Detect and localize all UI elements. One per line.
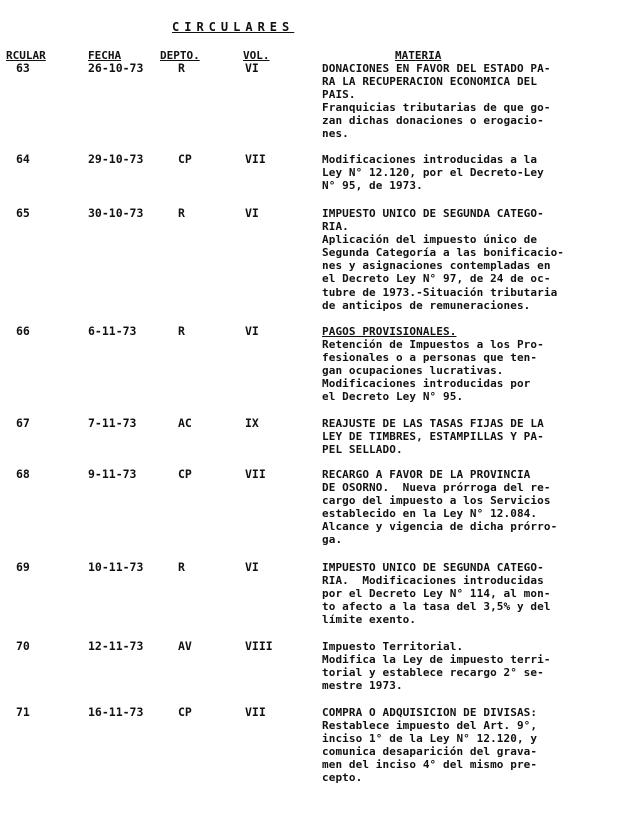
circular-department: AC [178,416,192,430]
subject-line: Modifica la Ley de impuesto terri- [322,653,551,667]
subject-line: Aplicación del impuesto único de [322,233,538,247]
circular-volume: VI [245,324,259,338]
circular-subject [322,207,564,312]
circular-date: 29-10-73 [88,152,144,166]
subject-line: RIA. [322,220,349,234]
circular-number: 69 [16,560,30,574]
header-numero: RCULAR [6,49,46,62]
subject-line: establecido en la Ley N° 12.084. [322,507,538,521]
circular-department: CP [178,152,192,166]
circular-department: R [178,324,185,338]
subject-line: IMPUESTO UNICO DE SEGUNDA CATEGO- [322,207,544,220]
subject-line: zan dichas donaciones o erogacio- [322,114,544,128]
circular-volume: VII [245,152,266,166]
subject-line: Alcance y vigencia de dicha prórro- [322,520,558,534]
subject-line: Restablece impuesto del Art. 9°, [322,719,538,733]
subject-line: PEL SELLADO. [322,443,403,457]
subject-line: el Decreto Ley N° 95. [322,390,464,404]
subject-line: tubre de 1973.-Situación tributaria [322,285,558,299]
circular-volume: VI [245,206,259,220]
circular-subject [322,706,537,785]
subject-line: nes y asignaciones contempladas en [322,259,551,273]
header-materia: MATERIA [395,49,442,62]
circular-number: 64 [16,152,30,166]
circular-department: R [178,206,185,220]
subject-line: DE OSORNO. Nueva prórroga del re- [322,481,551,495]
circular-number: 70 [16,639,30,653]
circular-department: R [178,61,185,75]
subject-line: Segunda Categoría a las bonificacio- [322,246,565,260]
subject-line: fesionales o a personas que ten- [322,351,538,365]
circular-volume: VIII [245,639,273,653]
circular-number: 68 [16,467,30,481]
subject-line: PAIS. [322,88,356,102]
circular-subject [322,561,551,626]
circular-date: 10-11-73 [88,560,144,574]
circular-department: CP [178,467,192,481]
page-title: CIRCULARES [172,20,295,34]
subject-line: Modificaciones introducidas por [322,377,531,391]
circular-department: R [178,560,185,574]
subject-line: el Decreto Ley N° 97, de 24 de oc- [322,272,551,286]
subject-line: DONACIONES EN FAVOR DEL ESTADO PA- [322,62,551,75]
circular-subject [322,640,551,692]
subject-line: de anticipos de remuneraciones. [322,298,531,312]
circular-date: 6-11-73 [88,324,137,338]
circular-number: 67 [16,416,30,430]
subject-line: COMPRA O ADQUISICION DE DIVISAS: [322,706,538,719]
subject-line: IMPUESTO UNICO DE SEGUNDA CATEGO- [322,561,544,574]
subject-line: RA LA RECUPERACION ECONOMICA DEL [322,75,538,89]
subject-line: RIA. Modificaciones introducidas [322,574,544,588]
subject-line: LEY DE TIMBRES, ESTAMPILLAS Y PA- [322,430,544,444]
circular-number: 65 [16,206,30,220]
subject-line: Ley N° 12.120, por el Decreto-Ley [322,166,544,180]
subject-line: PAGOS PROVISIONALES. [322,325,457,338]
subject-line: por el Decreto Ley N° 114, al mon- [322,587,551,601]
circular-volume: VI [245,560,259,574]
circular-subject [322,468,557,547]
subject-line: Modificaciones introducidas a la [322,153,538,166]
header-vol: VOL. [243,49,270,62]
circular-department: AV [178,639,192,653]
subject-line: mestre 1973. [322,679,403,693]
subject-line: ga. [322,533,343,547]
circular-date: 26-10-73 [88,61,144,75]
circular-date: 7-11-73 [88,416,137,430]
header-fecha: FECHA [88,49,122,62]
circular-volume: VI [245,61,259,75]
subject-line: cargo del impuesto a los Servicios [322,494,551,508]
subject-line: Franquicias tributarias de que go- [322,101,551,115]
circular-subject [322,417,544,456]
subject-line: N° 95, de 1973. [322,179,423,193]
circular-volume: IX [245,416,259,430]
subject-line: límite exento. [322,613,417,627]
subject-line: gan ocupaciones lucrativas. [322,364,504,378]
subject-line: men del inciso 4° del mismo pre- [322,758,538,772]
circular-volume: VII [245,467,266,481]
circular-number: 66 [16,324,30,338]
subject-line: to afecto a la tasa del 3,5% y del [322,600,551,614]
circular-department: CP [178,705,192,719]
circular-subject [322,62,551,141]
subject-line: RECARGO A FAVOR DE LA PROVINCIA [322,468,531,481]
circular-volume: VII [245,705,266,719]
subject-line: comunica desaparición del grava- [322,745,538,759]
circular-date: 30-10-73 [88,206,144,220]
circular-date: 16-11-73 [88,705,144,719]
circular-date: 9-11-73 [88,467,137,481]
subject-line: inciso 1° de la Ley N° 12.120, y [322,732,538,746]
subject-line: nes. [322,127,349,141]
subject-line: Retención de Impuestos a los Pro- [322,338,544,352]
circular-number: 63 [16,61,30,75]
header-depto: DEPTO. [160,49,200,62]
circular-number: 71 [16,705,30,719]
circular-subject [322,325,544,404]
subject-line: torial y establece recargo 2° se- [322,666,544,680]
circular-subject [322,153,544,192]
subject-line: Impuesto Territorial. [322,640,464,653]
subject-line: REAJUSTE DE LAS TASAS FIJAS DE LA [322,417,544,430]
circular-date: 12-11-73 [88,639,144,653]
subject-line: cepto. [322,771,363,785]
